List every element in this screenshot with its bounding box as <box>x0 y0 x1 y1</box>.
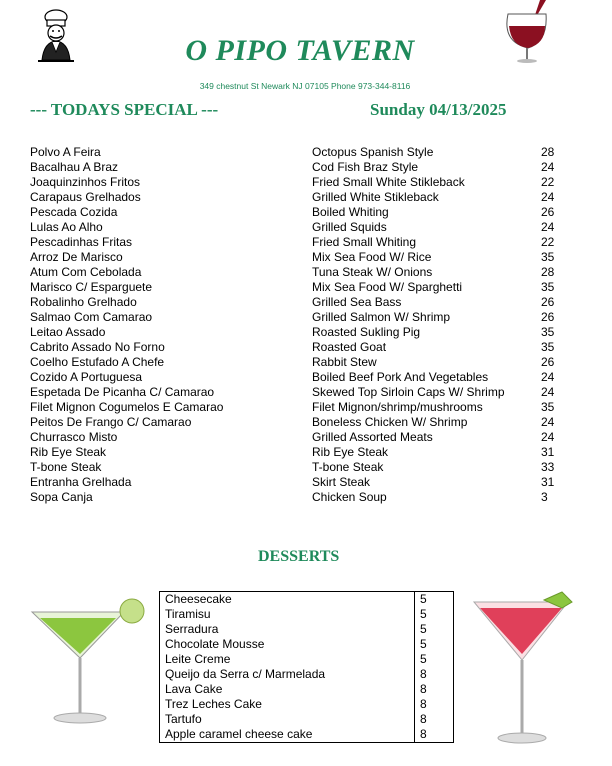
dessert-name: Queijo da Serra c/ Marmelada <box>165 667 326 681</box>
dish-english: Filet Mignon/shrimp/mushrooms <box>312 400 483 414</box>
restaurant-address: 349 chestnut St Newark NJ 07105 Phone 973-344-8116 <box>199 81 411 91</box>
menu-item <box>30 235 560 250</box>
pink-cosmopolitan-illustration <box>466 590 596 750</box>
dish-portuguese: T-bone Steak <box>30 460 102 474</box>
dessert-price: 5 <box>415 592 454 608</box>
menu-item <box>30 190 560 205</box>
dish-price: 33 <box>541 460 555 474</box>
menu-item <box>30 295 560 310</box>
dish-portuguese: Leitao Assado <box>30 325 106 339</box>
dish-price: 24 <box>541 430 555 444</box>
specials-list <box>30 145 560 505</box>
menu-item <box>30 145 560 160</box>
dish-english: Cod Fish Braz Style <box>312 160 419 174</box>
dessert-price: 5 <box>415 652 454 667</box>
dish-price: 31 <box>541 475 555 489</box>
dish-english: Mix Sea Food W/ Rice <box>312 250 432 264</box>
dish-portuguese: Arroz De Marisco <box>30 250 123 264</box>
dish-portuguese: Cozido A Portuguesa <box>30 370 143 384</box>
desserts-heading: DESSERTS <box>258 548 340 565</box>
dish-english: Octopus Spanish Style <box>312 145 434 159</box>
menu-item <box>30 460 560 475</box>
dish-portuguese: Carapaus Grelhados <box>30 190 141 204</box>
dish-english: T-bone Steak <box>312 460 384 474</box>
dish-english: Boneless Chicken W/ Shrimp <box>312 415 468 429</box>
menu-item <box>30 310 560 325</box>
dish-price: 24 <box>541 415 555 429</box>
dish-portuguese: Pescada Cozida <box>30 205 118 219</box>
dish-english: Boiled Whiting <box>312 205 389 219</box>
dish-english: Grilled Sea Bass <box>312 295 402 309</box>
dish-price: 35 <box>541 400 555 414</box>
dish-price: 35 <box>541 340 555 354</box>
dish-price: 22 <box>541 235 555 249</box>
dessert-price: 8 <box>415 727 454 743</box>
dish-english: Mix Sea Food W/ Sparghetti <box>312 280 463 294</box>
dish-price: 22 <box>541 175 555 189</box>
dish-english: Skirt Steak <box>312 475 371 489</box>
dish-price: 35 <box>541 250 555 264</box>
menu-item <box>30 250 560 265</box>
table-row <box>160 667 454 682</box>
dish-portuguese: Salmao Com Camarao <box>30 310 153 324</box>
dish-portuguese: Espetada De Picanha C/ Camarao <box>30 385 215 399</box>
dish-price: 3 <box>541 490 548 504</box>
menu-item <box>30 475 560 490</box>
desserts-table <box>159 591 454 743</box>
dish-english: Tuna Steak W/ Onions <box>312 265 433 279</box>
dish-portuguese: Entranha Grelhada <box>30 475 132 489</box>
dish-portuguese: Marisco C/ Esparguete <box>30 280 153 294</box>
dish-english: Roasted Sukling Pig <box>312 325 421 339</box>
special-date: Sunday 04/13/2025 <box>370 100 507 119</box>
dish-portuguese: Cabrito Assado No Forno <box>30 340 165 354</box>
table-row <box>160 622 454 637</box>
menu-item <box>30 415 560 430</box>
dish-english: Grilled Salmon W/ Shrimp <box>312 310 451 324</box>
table-row <box>160 682 454 697</box>
dish-portuguese: Peitos De Frango C/ Camarao <box>30 415 192 429</box>
menu-item <box>30 445 560 460</box>
menu-item <box>30 340 560 355</box>
todays-special-heading: --- TODAYS SPECIAL --- <box>30 100 219 119</box>
dessert-name: Tiramisu <box>165 607 211 621</box>
dish-portuguese: Sopa Canja <box>30 490 93 504</box>
menu-item <box>30 490 560 505</box>
dish-price: 24 <box>541 385 555 399</box>
dish-price: 26 <box>541 355 555 369</box>
dish-english: Grilled Assorted Meats <box>312 430 433 444</box>
dish-english: Grilled White Stikleback <box>312 190 439 204</box>
table-row <box>160 637 454 652</box>
dish-price: 24 <box>541 190 555 204</box>
dessert-price: 8 <box>415 682 454 697</box>
restaurant-title: O PIPO TAVERN <box>185 34 415 67</box>
dish-price: 28 <box>541 265 555 279</box>
dish-price: 28 <box>541 145 555 159</box>
dish-english: Fried Small Whiting <box>312 235 417 249</box>
dessert-price: 5 <box>415 622 454 637</box>
table-row <box>160 607 454 622</box>
dish-english: Grilled Squids <box>312 220 387 234</box>
dessert-price: 8 <box>415 667 454 682</box>
dish-portuguese: Rib Eye Steak <box>30 445 107 459</box>
dessert-price: 5 <box>415 637 454 652</box>
dessert-name: Trez Leches Cake <box>165 697 262 711</box>
dish-portuguese: Filet Mignon Cogumelos E Camarao <box>30 400 224 414</box>
dish-english: Rabbit Stew <box>312 355 377 369</box>
menu-item <box>30 280 560 295</box>
dish-portuguese: Polvo A Feira <box>30 145 101 159</box>
dish-price: 24 <box>541 160 555 174</box>
dish-portuguese: Pescadinhas Fritas <box>30 235 133 249</box>
dish-portuguese: Churrasco Misto <box>30 430 118 444</box>
menu-item <box>30 160 560 175</box>
menu-item <box>30 430 560 445</box>
dish-english: Rib Eye Steak <box>312 445 389 459</box>
dish-english: Boiled Beef Pork And Vegetables <box>312 370 489 384</box>
dish-price: 26 <box>541 295 555 309</box>
dessert-name: Cheesecake <box>165 592 232 606</box>
dessert-price: 5 <box>415 607 454 622</box>
dish-portuguese: Coelho Estufado A Chefe <box>30 355 165 369</box>
dish-portuguese: Atum Com Cebolada <box>30 265 142 279</box>
table-row <box>160 697 454 712</box>
menu-item <box>30 370 560 385</box>
dish-price: 26 <box>541 310 555 324</box>
chef-illustration <box>36 8 76 63</box>
table-row <box>160 712 454 727</box>
table-row <box>160 727 454 743</box>
dish-english: Skewed Top Sirloin Caps W/ Shrimp <box>312 385 505 399</box>
dessert-price: 8 <box>415 697 454 712</box>
dish-portuguese: Lulas Ao Alho <box>30 220 103 234</box>
dish-english: Chicken Soup <box>312 490 387 504</box>
dish-portuguese: Bacalhau A Braz <box>30 160 119 174</box>
dessert-name: Lava Cake <box>165 682 223 696</box>
dish-portuguese: Joaquinzinhos Fritos <box>30 175 141 189</box>
dish-price: 35 <box>541 280 555 294</box>
dish-price: 35 <box>541 325 555 339</box>
dessert-name: Apple caramel cheese cake <box>165 727 313 741</box>
dessert-name: Serradura <box>165 622 219 636</box>
dessert-name: Leite Creme <box>165 652 231 666</box>
menu-item <box>30 175 560 190</box>
dessert-name: Chocolate Mousse <box>165 637 265 651</box>
dessert-price: 8 <box>415 712 454 727</box>
table-row <box>160 592 454 608</box>
table-row <box>160 652 454 667</box>
wine-glass-illustration <box>500 0 558 64</box>
menu-item <box>30 205 560 220</box>
dish-portuguese: Robalinho Grelhado <box>30 295 137 309</box>
menu-item <box>30 400 560 415</box>
dish-price: 24 <box>541 370 555 384</box>
green-martini-illustration <box>28 598 152 730</box>
menu-item <box>30 325 560 340</box>
dish-english: Roasted Goat <box>312 340 387 354</box>
dish-price: 26 <box>541 205 555 219</box>
menu-item <box>30 220 560 235</box>
menu-item <box>30 385 560 400</box>
menu-item <box>30 265 560 280</box>
dish-price: 24 <box>541 220 555 234</box>
dish-price: 31 <box>541 445 555 459</box>
dish-english: Fried Small White Stikleback <box>312 175 465 189</box>
dessert-name: Tartufo <box>165 712 202 726</box>
menu-item <box>30 355 560 370</box>
